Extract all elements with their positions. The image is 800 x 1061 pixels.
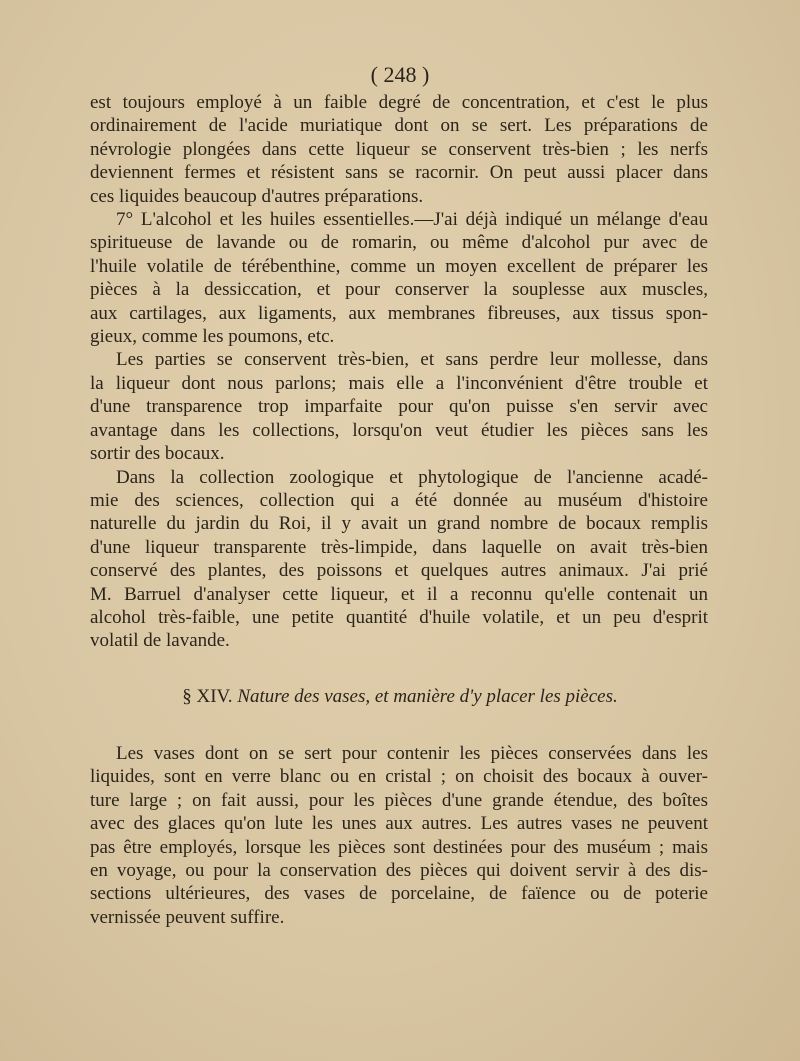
- paragraph-continuation: [90, 91, 708, 208]
- section-heading: [0, 686, 800, 708]
- text-line: avec des glaces qu'on lute les unes aux autres. Les autres vases ne peuvent: [90, 813, 708, 835]
- paragraph-alcohol: [90, 208, 708, 348]
- text-line: sections ultérieures, des vases de porcelaine, de faïence ou de poterie: [90, 883, 708, 905]
- text-line: névrologie plongées dans cette liqueur se conservent très-bien ; les nerfs: [90, 138, 708, 160]
- text-line: ture large ; on fait aussi, pour les pièces d'une grande étendue, des boîtes: [90, 789, 708, 811]
- text-block-top: [90, 91, 708, 653]
- text-line: d'une transparence trop imparfaite pour qu'on puisse s'en servir avec: [90, 396, 708, 418]
- paragraph-parts: [90, 348, 708, 465]
- text-line: la liqueur dont nous parlons; mais elle a l'inconvénient d'être trouble et: [90, 372, 708, 394]
- paragraph-vases: [90, 742, 708, 929]
- text-line: M. Barruel d'analyser cette liqueur, et il a reconnu qu'elle contenait un: [90, 583, 708, 605]
- section-title: Nature des vases, et manière d'y placer les pièces.: [237, 686, 618, 707]
- text-line: mie des sciences, collection qui a été donnée au muséum d'histoire: [90, 489, 708, 511]
- text-line: avantage dans les collections, lorsqu'on veut étudier les pièces sans les: [90, 419, 708, 441]
- text-line: Les parties se conservent très-bien, et sans perdre leur mollesse, dans: [116, 349, 708, 371]
- text-line: spiritueuse de lavande ou de romarin, ou même d'alcohol pur avec de: [90, 232, 708, 254]
- text-line: conservé des plantes, des poissons et quelques autres animaux. J'ai prié: [90, 560, 708, 582]
- text-line: liquides, sont en verre blanc ou en cristal ; on choisit des bocaux à ouver-: [90, 766, 708, 788]
- text-line: deviennent fermes et résistent sans se racornir. On peut aussi placer dans: [90, 162, 708, 184]
- text-block-bottom: [90, 742, 708, 929]
- text-line: Les vases dont on se sert pour contenir les pièces conservées dans les: [116, 743, 708, 764]
- text-line: pièces à la dessiccation, et pour conserver la souplesse aux muscles,: [90, 279, 708, 301]
- text-line: gieux, comme les poumons, etc.: [90, 326, 335, 348]
- text-line: aux cartilages, aux ligaments, aux membranes fibreuses, aux tissus spon-: [90, 302, 708, 324]
- text-line: alcohol très-faible, une petite quantité d'huile volatile, et un peu d'esprit: [90, 606, 708, 628]
- text-line: Dans la collection zoologique et phytologique de l'ancienne acadé-: [116, 466, 708, 488]
- page-number: ( 248 ): [370, 62, 430, 87]
- text-line: en voyage, ou pour la conservation des pièces qui doivent servir à des dis-: [90, 860, 708, 882]
- text-line: 7° L'alcohol et les huiles essentielles.—J'ai déjà indiqué un mélange d'eau: [116, 209, 708, 231]
- text-line: est toujours employé à un faible degré de concentration, et c'est le plus: [90, 92, 708, 113]
- text-line: ordinairement de l'acide muriatique dont on se sert. Les préparations de: [90, 115, 708, 137]
- text-line: pas être employés, lorsque les pièces sont destinées pour des muséum ; mais: [90, 836, 708, 858]
- section-mark: § XIV.: [182, 686, 233, 707]
- text-line: volatil de lavande.: [90, 630, 230, 652]
- text-line: d'une liqueur transparente très-limpide, dans laquelle on avait très-bien: [90, 536, 708, 558]
- text-line: vernissée peuvent suffire.: [90, 906, 285, 928]
- paragraph-collection: [90, 466, 708, 653]
- text-line: ces liquides beaucoup d'autres préparations.: [90, 185, 424, 207]
- text-line: sortir des bocaux.: [90, 443, 225, 465]
- text-line: naturelle du jardin du Roi, il y avait un grand nombre de bocaux remplis: [90, 513, 708, 535]
- text-line: l'huile volatile de térébenthine, comme un moyen excellent de préparer les: [90, 255, 708, 277]
